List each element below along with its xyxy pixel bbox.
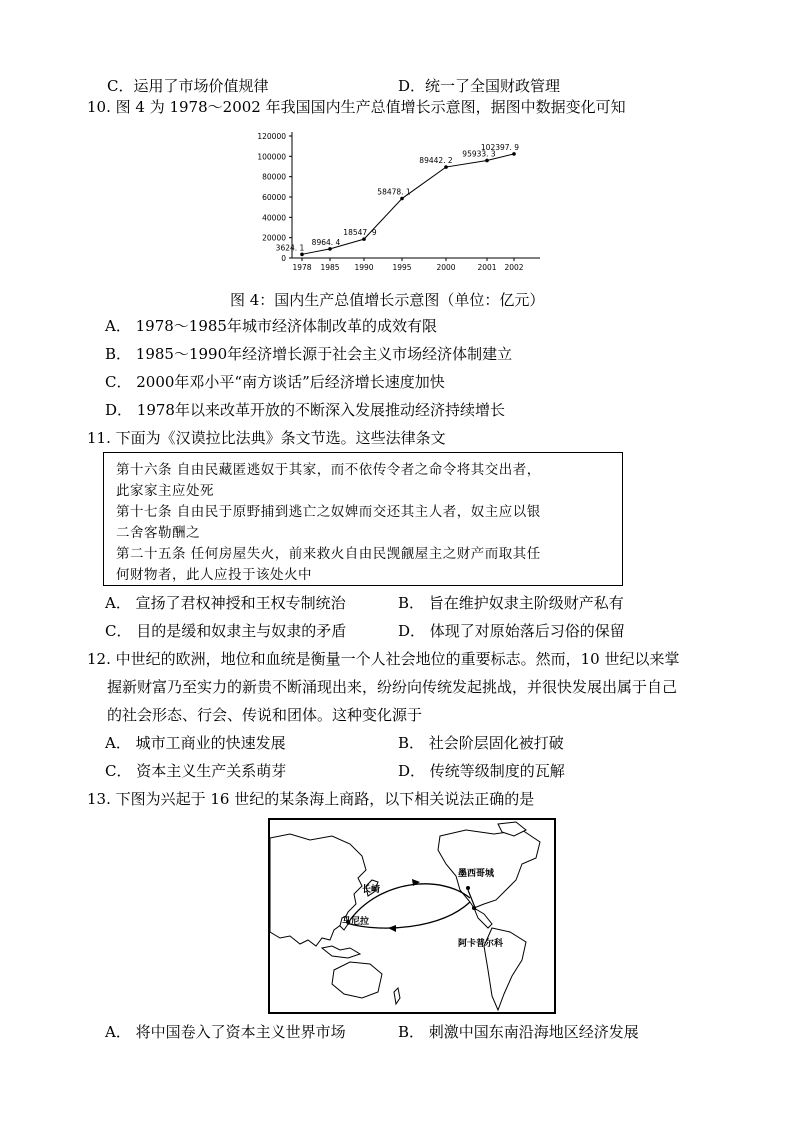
q9-option-c: C．运用了市场价值规律: [107, 77, 269, 95]
law-line-6: 何财物者，此人应投于该处火中: [116, 567, 312, 583]
q12-option-b: B． 社会阶层固化被打破: [398, 734, 564, 752]
q12-option-c: C． 资本主义生产关系萌芽: [105, 762, 287, 780]
gdp-data-point: [512, 152, 516, 156]
q9-option-d: D．统一了全国财政管理: [398, 77, 561, 95]
q13-option-b: B． 刺激中国东南沿海地区经济发展: [398, 1023, 639, 1041]
q10-figure-caption: 图 4：国内生产总值增长示意图（单位：亿元）: [230, 291, 545, 309]
q11-option-a: A． 宣扬了君权神授和王权专制统治: [105, 594, 346, 612]
q12-stem-line-2: 握新财富乃至实力的新贵不断涌现出来，纷纷向传统发起挑战，并很快发展出属于自己: [107, 678, 678, 696]
q11-option-b: B． 旨在维护奴隶主阶级财产私有: [398, 594, 624, 612]
x-tick-label: 2000: [436, 263, 456, 272]
central-america-landmass: [474, 908, 492, 928]
q12-stem-line-1: 12. 中世纪的欧洲，地位和血统是衡量一个人社会地位的重要标志。然而，10 世纪以来掌: [87, 650, 680, 668]
indonesia-islands: [322, 946, 360, 958]
gdp-data-point: [444, 165, 448, 169]
asia-landmass: [270, 834, 366, 946]
q12-stem-line-3: 的社会形态、行会、传说和团体。这种变化源于: [107, 706, 423, 724]
q11-stem: 11. 下面为《汉谟拉比法典》条文节选。这些法律条文: [87, 429, 446, 447]
q10-option-c: C． 2000年邓小平“南方谈话”后经济增长速度加快: [105, 373, 445, 391]
x-tick-label: 1978: [292, 263, 312, 272]
law-line-5: 第二十五条 任何房屋失火，前来救火自由民觊觎屋主之财产而取其任: [116, 546, 541, 562]
gdp-chart-svg: [250, 128, 550, 276]
law-line-4: 二舍客勒酬之: [116, 525, 200, 541]
q13-stem: 13. 下图为兴起于 16 世纪的某条海上商路，以下相关说法正确的是: [87, 790, 535, 808]
manila-label: 马尼拉: [342, 917, 370, 927]
nagasaki-label: 长崎: [362, 885, 381, 895]
law-line-3: 第十七条 自由民于原野捕到逃亡之奴婢而交还其主人者，奴主应以银: [116, 504, 541, 520]
gdp-data-point: [362, 237, 366, 241]
gdp-line-chart: [250, 128, 550, 276]
x-tick-label: 2001: [477, 263, 497, 272]
y-tick-label: 60000: [262, 193, 286, 202]
route-arrow-east: [412, 879, 420, 886]
mexico-city-marker: [466, 886, 470, 890]
gdp-data-point: [400, 197, 404, 201]
y-tick-label: 0: [281, 254, 286, 263]
acapulco-label: 阿卡普尔科: [458, 939, 504, 949]
gdp-data-point: [485, 159, 489, 163]
gdp-value-label: 95933. 3: [462, 149, 496, 159]
australia-landmass: [332, 962, 382, 998]
new-zealand-islands: [394, 988, 400, 1004]
trade-route-map: [268, 818, 556, 1014]
law-line-1: 第十六条 自由民藏匿逃奴于其家，而不依传令者之命令将其交出者，: [116, 462, 541, 478]
q11-option-c: C． 目的是缓和奴隶主与奴隶的矛盾: [105, 622, 347, 640]
route-arrow-west: [388, 925, 396, 932]
gdp-value-label: 89442. 2: [419, 156, 453, 166]
law-line-2: 此家家主应处死: [116, 483, 214, 499]
gdp-value-label: 18547. 9: [343, 228, 377, 238]
x-tick-label: 1985: [320, 263, 340, 272]
gdp-data-point: [300, 253, 304, 257]
gdp-value-label: 58478. 1: [377, 187, 411, 197]
y-tick-label: 120000: [257, 132, 286, 141]
q13-option-a: A． 将中国卷入了资本主义世界市场: [105, 1023, 346, 1041]
q11-option-d: D． 体现了对原始落后习俗的保留: [398, 622, 625, 640]
gdp-value-label: 8964. 4: [311, 237, 341, 247]
y-tick-label: 80000: [262, 172, 286, 182]
q10-option-b: B． 1985～1990年经济增长源于社会主义市场经济体制建立: [105, 345, 513, 363]
world-map-svg: [270, 820, 554, 1012]
y-tick-label: 40000: [262, 213, 286, 223]
gdp-value-label: 3624. 1: [275, 243, 305, 253]
x-tick-label: 1990: [354, 263, 374, 272]
x-tick-label: 1995: [392, 263, 412, 272]
y-tick-label: 100000: [257, 152, 286, 162]
gdp-data-point: [328, 247, 332, 251]
x-tick-label: 2002: [504, 263, 524, 272]
gdp-value-label: 102397. 9: [480, 142, 520, 152]
q12-option-d: D． 传统等级制度的瓦解: [398, 762, 565, 780]
q10-option-d: D． 1978年以来改革开放的不断深入发展推动经济持续增长: [105, 401, 505, 419]
q10-option-a: A． 1978～1985年城市经济体制改革的成效有限: [105, 317, 437, 335]
acapulco-marker: [472, 906, 476, 910]
mexico-city-label: 墨西哥城: [458, 869, 495, 879]
q12-option-a: A． 城市工商业的快速发展: [105, 734, 286, 752]
y-tick-label: 20000: [262, 233, 286, 243]
q10-stem: 10. 图 4 为 1978～2002 年我国国内生产总值增长示意图，据图中数据变化可知: [87, 98, 626, 116]
law-excerpt-box: [103, 452, 623, 586]
